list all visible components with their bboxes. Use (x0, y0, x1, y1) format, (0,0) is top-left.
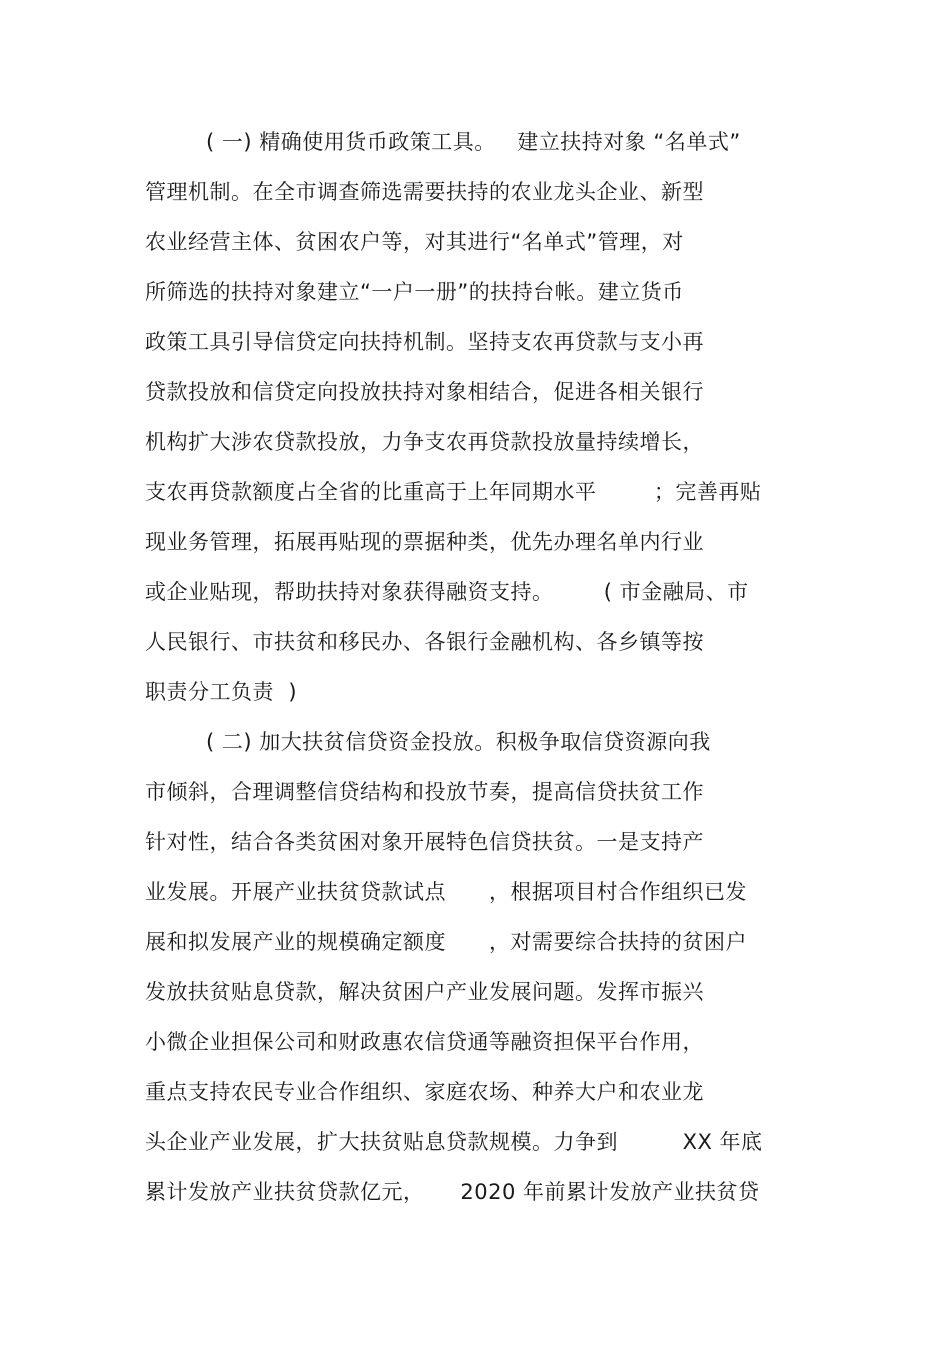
paragraph-1-heading-line: ( 一) 精确使用货币政策工具。 建立扶持对象 “名单式” (206, 130, 741, 154)
text-line: 政策工具引导信贷定向扶持机制。坚持支农再贷款与支小再 (145, 330, 704, 354)
text-line: 管理机制。在全市调查筛选需要扶持的农业龙头企业、新型 (145, 180, 704, 204)
text-line: 贷款投放和信贷定向投放扶持对象相结合，促进各相关银行 (145, 380, 704, 404)
text-line: 所筛选的扶持对象建立“一户一册”的扶持台帐。建立货币 (145, 280, 684, 304)
text-line: 累计发放产业扶贫贷款亿元， 2020 年前累计发放产业扶贫贷 (145, 1180, 760, 1204)
text-line: 市倾斜，合理调整信贷结构和投放节奏，提高信贷扶贫工作 (145, 780, 704, 804)
text-line: 农业经营主体、贫困农户等，对其进行“名单式”管理，对 (145, 230, 684, 254)
text-line: 机构扩大涉农贷款投放，力争支农再贷款投放量持续增长， (145, 430, 704, 454)
text-line: 针对性，结合各类贫困对象开展特色信贷扶贫。一是支持产 (145, 830, 704, 854)
text-line: 展和拟发展产业的规模确定额度 ，对需要综合扶持的贫困户 (145, 930, 748, 954)
text-line: 支农再贷款额度占全省的比重高于上年同期水平 ；完善再贴 (145, 480, 762, 504)
text-line: 或企业贴现，帮助扶持对象获得融资支持。 ( 市金融局、市 (145, 580, 749, 604)
text-line: 职责分工负责 ) (145, 680, 298, 704)
text-line: 头企业产业发展，扩大扶贫贴息贷款规模。力争到 XX 年底 (145, 1130, 763, 1154)
paragraph-2-heading-line: ( 二) 加大扶贫信贷资金投放。积极争取信贷资源向我 (206, 730, 711, 754)
text-line: 发放扶贫贴息贷款，解决贫困户产业发展问题。发挥市振兴 (145, 980, 704, 1004)
text-line: 业发展。开展产业扶贫贷款试点 ，根据项目村合作组织已发 (145, 880, 748, 904)
text-line: 现业务管理，拓展再贴现的票据种类，优先办理名单内行业 (145, 530, 704, 554)
text-line: 人民银行、市扶贫和移民办、各银行金融机构、各乡镇等按 (145, 630, 704, 654)
text-line: 小微企业担保公司和财政惠农信贷通等融资担保平台作用， (145, 1030, 704, 1054)
text-line: 重点支持农民专业合作组织、家庭农场、种养大户和农业龙 (145, 1080, 704, 1104)
